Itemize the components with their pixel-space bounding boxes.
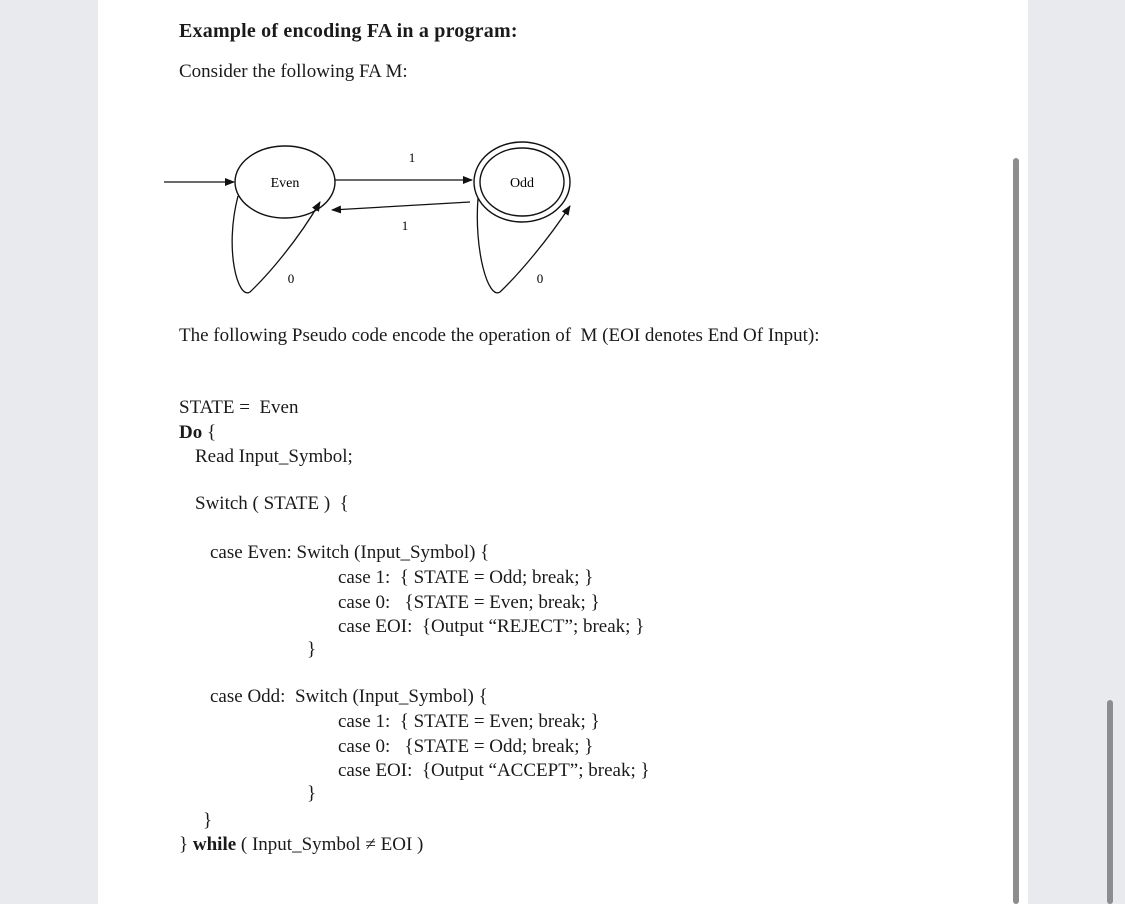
window-scrollbar[interactable] [1107,700,1113,904]
do-brace: { [202,422,217,443]
code-line-even-case: case Even: Switch (Input_Symbol) { [210,542,490,563]
transition-odd-even [332,202,470,210]
self-loop-even-label: 0 [287,271,295,286]
code-line-odd-close: } [307,783,317,804]
do-keyword: Do [179,422,203,443]
self-loop-even [232,196,320,293]
code-line-odd-1: case 1: { STATE = Even; break; } [338,711,600,732]
code-line-even-1: case 1: { STATE = Odd; break; } [338,567,594,588]
code-line-odd-case: case Odd: Switch (Input_Symbol) { [210,686,488,707]
code-line-do [179,422,216,444]
code-line-odd-0: case 0: {STATE = Odd; break; } [338,736,594,757]
code-line-state: STATE = Even [179,397,299,418]
intro-text: Consider the following FA M: [179,61,408,82]
code-line-even-close: } [307,639,317,660]
while-keyword: while [192,834,237,855]
code-line-even-eoi: case EOI: {Output “REJECT”; break; } [338,616,645,637]
state-odd-label: Odd [509,176,535,191]
description-text: The following Pseudo code encode the operation of M (EOI denotes End Of Input): [179,325,820,346]
self-loop-odd-label: 0 [536,271,544,286]
code-line-switch: Switch ( STATE ) { [195,493,349,514]
section-heading: Example of encoding FA in a program: [179,20,518,42]
code-line-read: Read Input_Symbol; [195,446,353,467]
fa-diagram [158,130,618,310]
code-line-switch-close: } [203,810,213,831]
document-scrollbar[interactable] [1013,158,1019,904]
transition-odd-even-label: 1 [401,218,409,233]
code-line-while [179,834,423,856]
document-page [98,0,1028,904]
while-close-brace: } [179,834,189,855]
code-line-odd-eoi: case EOI: {Output “ACCEPT”; break; } [338,760,650,781]
code-line-even-0: case 0: {STATE = Even; break; } [338,592,600,613]
while-condition: ( Input_Symbol ≠ EOI ) [240,834,424,855]
state-even-label: Even [270,176,300,191]
transition-even-odd-label: 1 [408,150,416,165]
